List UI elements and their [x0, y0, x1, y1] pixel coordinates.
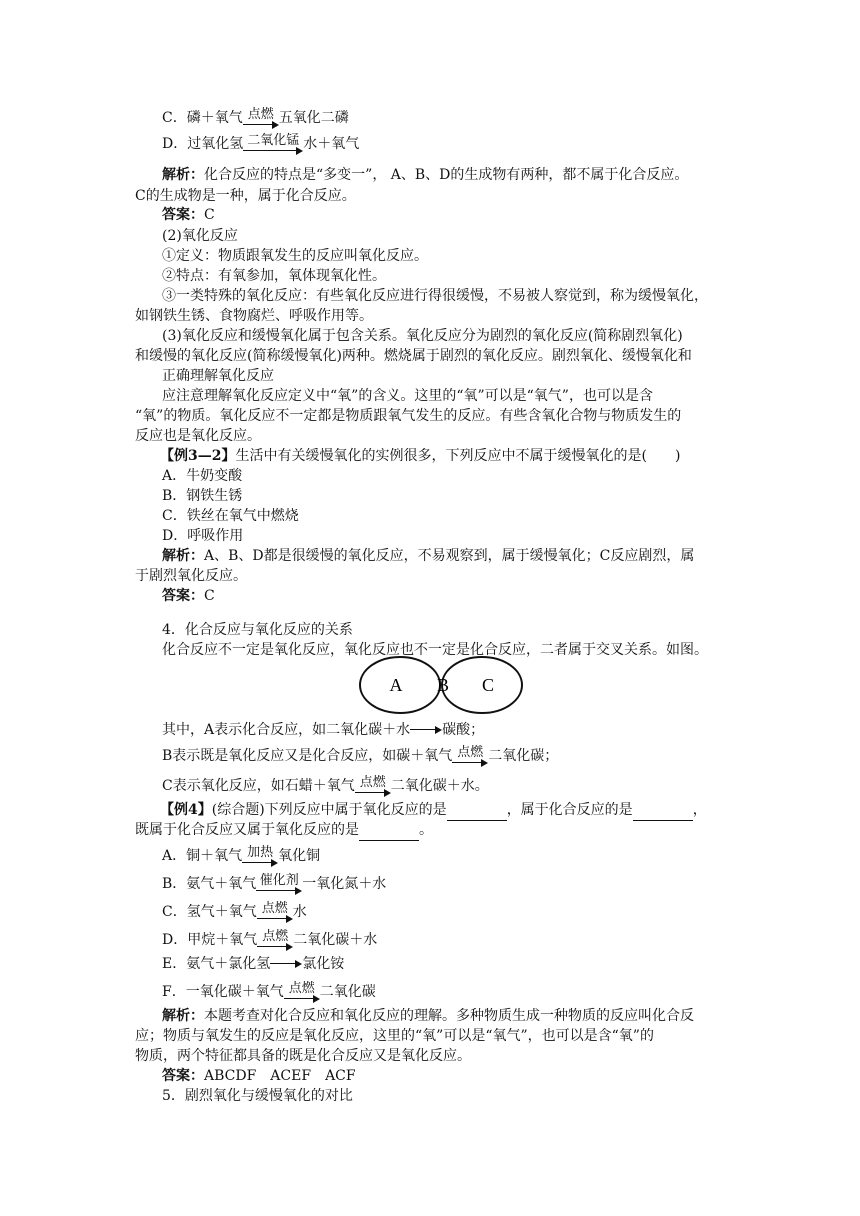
answer-value: C	[204, 588, 215, 604]
products: 水＋氧气	[303, 136, 360, 152]
reaction-arrow	[243, 134, 303, 154]
analysis-label: 解析：	[162, 167, 204, 183]
subsection-heading: (2)氧化反应	[162, 228, 238, 244]
analysis-paragraph: 解析：A、B、D都是很缓慢的氧化反应，不易观察到，属于缓慢氧化；C反应剧烈，属	[162, 548, 695, 564]
reaction-arrow	[242, 846, 278, 866]
text-line: 如钢铁生锈、食物腐烂、呼吸作用等。	[135, 308, 373, 324]
reaction-arrow	[257, 902, 293, 922]
reaction-condition: 点燃	[261, 901, 288, 916]
analysis-label: 解析：	[162, 1008, 204, 1024]
reaction-option-c: C．氢气＋氧气 点燃 水	[162, 901, 307, 920]
example-label: 【例3—2】	[160, 448, 236, 464]
example-question: 【例4】(综合题)下列反应中属于氧化反应的是 ，属于化合反应的是 ，	[160, 800, 707, 821]
option-d: D．呼吸作用	[162, 528, 244, 544]
reaction-condition: 加热	[247, 845, 274, 860]
reaction-condition: 点燃	[288, 981, 315, 996]
reaction-arrow	[355, 776, 391, 796]
answer-line	[162, 205, 215, 225]
section-heading: 4．化合反应与氧化反应的关系	[162, 622, 353, 638]
example-label: 【例4】	[160, 802, 212, 818]
reaction-line-c-phosphorus	[162, 108, 349, 128]
venn-label-b: B	[436, 675, 450, 695]
text-line: C的生成物是一种，属于化合反应。	[135, 188, 356, 204]
text-line: 和缓慢的氧化反应(简称缓慢氧化)两种。燃烧属于剧烈的氧化反应。剧烈氧化、缓慢氧化和	[135, 348, 692, 364]
reaction-condition: 二氧化锰	[247, 133, 300, 148]
answer-line	[162, 586, 215, 606]
text-line: 于剧烈氧化反应。	[135, 568, 247, 584]
text-line: 物质，两个特征都具备的既是化合反应又是氧化反应。	[135, 1048, 471, 1064]
reaction-arrow	[256, 874, 302, 894]
reaction-arrow	[243, 108, 279, 128]
text-line: (3)氧化反应和缓慢氧化属于包含关系。氧化反应分为剧烈的氧化反应(简称剧烈氧化)	[162, 328, 683, 344]
venn-diagram	[358, 655, 524, 715]
text-line: 反应也是氧化反应。	[135, 428, 261, 444]
venn-label-c: C	[481, 675, 495, 695]
analysis-paragraph: 解析：本题考查对化合反应和氧化反应的理解。多种物质生成一种物质的反应叫化合反	[162, 1008, 694, 1024]
reaction-arrow	[270, 960, 302, 968]
text-line: 化合反应不一定是氧化反应，氧化反应也不一定是化合反应，二者属于交叉关系。如图。	[162, 642, 708, 658]
venn-label-a: A	[389, 675, 403, 695]
answer-line	[162, 1066, 356, 1086]
reaction-option-b: B．氨气＋氧气 催化剂 一氧化氮＋水	[162, 873, 387, 892]
reaction-option-e: E．氨气＋氯化氢 氯化铵	[162, 956, 345, 972]
text-line: C表示氧化反应，如石蜡＋氧气 点燃 二氧化碳＋水。	[162, 775, 489, 794]
option-a: A．牛奶变酸	[162, 468, 243, 484]
products: 五氧化二磷	[278, 110, 349, 126]
text-line: 应注意理解氧化反应定义中“氧”的含义。这里的“氧”可以是“氧气”，也可以是含	[162, 388, 653, 404]
reaction-arrow	[257, 930, 293, 950]
reaction-arrow	[284, 982, 320, 1002]
analysis-label: 解析：	[162, 548, 204, 564]
reactants: C．磷＋氧气	[162, 110, 243, 126]
reaction-condition: 点燃	[262, 929, 289, 944]
reaction-line-d-peroxide	[162, 134, 359, 154]
reaction-option-f: F．一氧化碳＋氧气 点燃 二氧化碳	[162, 981, 376, 1000]
answer-blank[interactable]	[447, 800, 507, 821]
reaction-condition: 催化剂	[259, 873, 299, 888]
text-line: “氧”的物质。氧化反应不一定都是物质跟氧气发生的反应。有些含氧化合物与物质发生的	[135, 408, 682, 424]
text-line: ③一类特殊的氧化反应：有些氧化反应进行得很缓慢，不易被人察觉到，称为缓慢氧化，	[162, 288, 708, 304]
reaction-condition: 点燃	[359, 775, 386, 790]
example-question: 【例3—2】生活中有关缓慢氧化的实例很多，下列反应中不属于缓慢氧化的是( )	[160, 448, 681, 464]
text-line: B表示既是氧化反应又是化合反应，如碳＋氧气 点燃 二氧化碳；	[162, 745, 559, 764]
answer-value: ABCDF ACEF ACF	[204, 1068, 356, 1084]
answer-label: 答案：	[162, 1068, 204, 1084]
answer-blank[interactable]	[359, 820, 419, 841]
text-line: ①定义：物质跟氧发生的反应叫氧化反应。	[162, 248, 428, 264]
answer-value: C	[204, 207, 215, 223]
answer-label: 答案：	[162, 207, 204, 223]
option-b: B．钢铁生锈	[162, 488, 243, 504]
reaction-arrow	[410, 726, 442, 734]
reactants: D．过氧化氢	[162, 136, 244, 152]
option-c: C．铁丝在氧气中燃烧	[162, 508, 299, 524]
answer-label: 答案：	[162, 588, 204, 604]
answer-blank[interactable]	[633, 800, 693, 821]
analysis-paragraph: 解析：化合反应的特点是“多变一”， A、B、D的生成物有两种，都不属于化合反应。	[162, 167, 689, 183]
example-question-cont: 既属于化合反应又属于氧化反应的是 。	[135, 820, 433, 841]
subsection-heading: 正确理解氧化反应	[162, 368, 274, 384]
reaction-condition: 点燃	[247, 107, 274, 122]
reaction-arrow	[452, 746, 488, 766]
reaction-option-d: D．甲烷＋氧气 点燃 二氧化碳＋水	[162, 929, 378, 948]
section-heading: 5．剧烈氧化与缓慢氧化的对比	[162, 1088, 353, 1104]
reaction-condition: 点燃	[457, 745, 484, 760]
text-line: 应；物质与氧发生的反应是氧化反应，这里的“氧”可以是“氧气”，也可以是含“氧”的	[135, 1028, 654, 1044]
text-line: ②特点：有氧参加，氧体现氧化性。	[162, 268, 386, 284]
reaction-option-a: A．铜＋氧气 加热 氧化铜	[162, 845, 321, 864]
text-line: 其中，A表示化合反应，如二氧化碳＋水 碳酸；	[162, 722, 485, 738]
